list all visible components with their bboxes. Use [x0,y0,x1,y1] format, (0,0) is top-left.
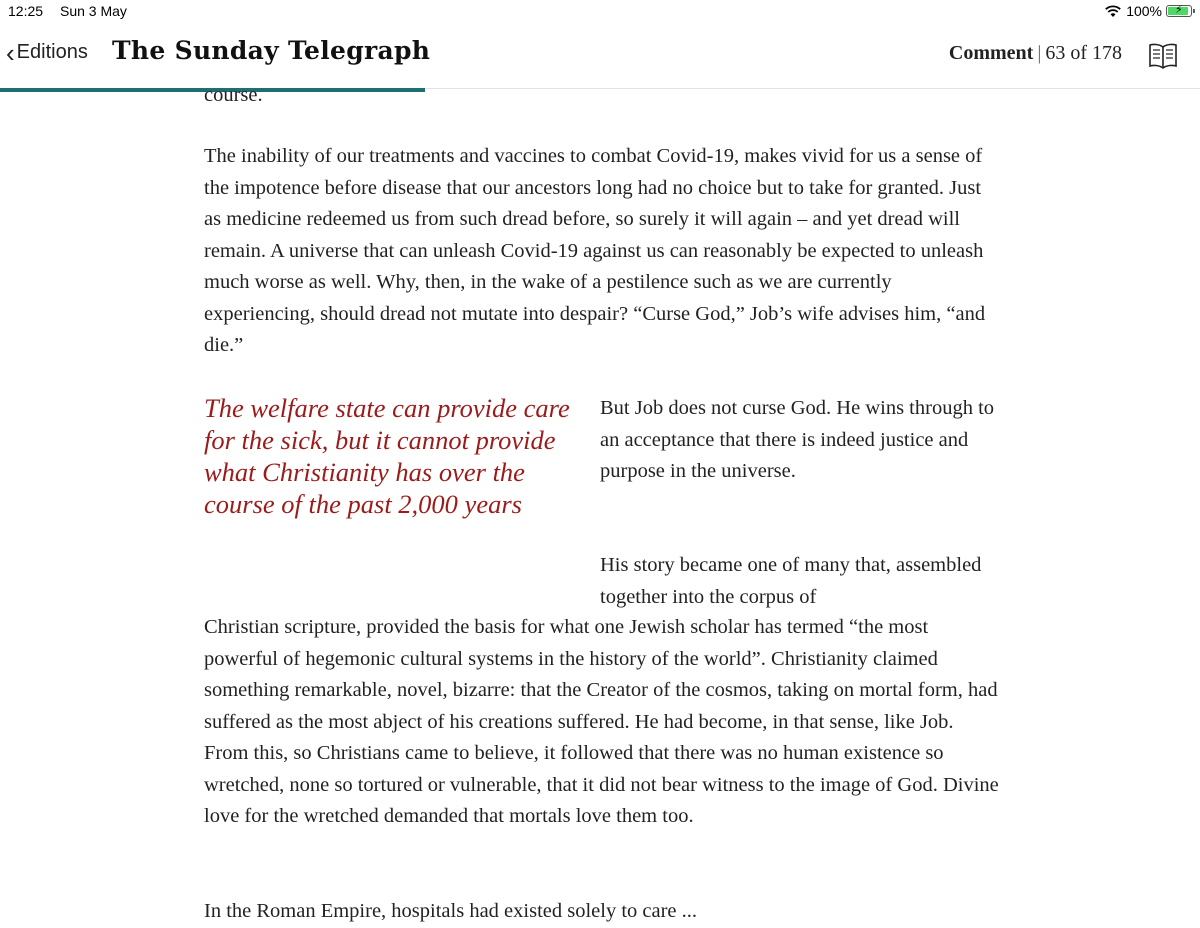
paragraph-fragment: course. [204,84,263,106]
back-label: Editions [16,41,88,63]
section-indicator [949,42,1122,65]
status-right [1104,3,1192,19]
masthead-logo: The Sunday Telegraph [112,36,431,65]
paragraph: Christian scripture, provided the basis for what one Jewish scholar has termed “the most powerful of hegemonic cultural systems in the history of the world”. Christianity claimed something remarkable, novel, bizarre: that the Creator of the cosmos, taking on mortal form, had suffered as the most abject of his creations suffered. He had become, in that sense, like Job. From this, so Christians came to believe, it followed that there was no human existence so wretched, none so tortured or vulnerable, that it did not bear witness to the image of God. Divine love for the wretched demanded that mortals love them too. [204,616,999,827]
paragraph: The inability of our treatments and vaccines to combat Covid-19, makes vivid for us a sense of the impotence before disease that our ancestors long had no choice but to take for granted. Just as medicine redeemed us from such dread before, so surely it will again – and yet dread will remain. A universe that can unleash Covid-19 against us can reasonably be expected to unleash much worse as well. Why, then, in the wake of a pestilence such as we are currently experiencing, should dread not mutate into despair? “Curse God,” Job’s wife advises him, “and die.” [204,145,986,356]
status-date: Sun 3 May [60,3,127,19]
reader-header [0,22,1200,89]
status-bar [0,0,1200,22]
status-time: 12:25 [8,3,44,19]
section-separator: | [1037,42,1042,64]
paragraph: His story became one of many that, assembled together into the corpus of [600,554,982,608]
battery-icon [1166,5,1192,17]
section-name: Comment [948,42,1034,64]
pull-quote: The welfare state can provide care for the sick, but it cannot provide what Christianity has over the course of the past 2,000 years [204,393,570,519]
chevron-left-icon: ‹ [6,37,15,68]
page-position: 63 of 178 [1045,42,1122,64]
open-book-icon[interactable] [1148,42,1178,70]
paragraph-partial: In the Roman Empire, hospitals had existed solely to care ... [204,900,698,922]
paragraph: But Job does not curse God. He wins through to an acceptance that there is indeed justice and purpose in the universe. [600,397,995,482]
charging-bolt-icon: ⚡ [1175,4,1183,16]
wifi-icon [1104,4,1122,18]
battery-percent: 100% [1126,3,1162,19]
back-to-editions-button[interactable] [6,37,88,68]
